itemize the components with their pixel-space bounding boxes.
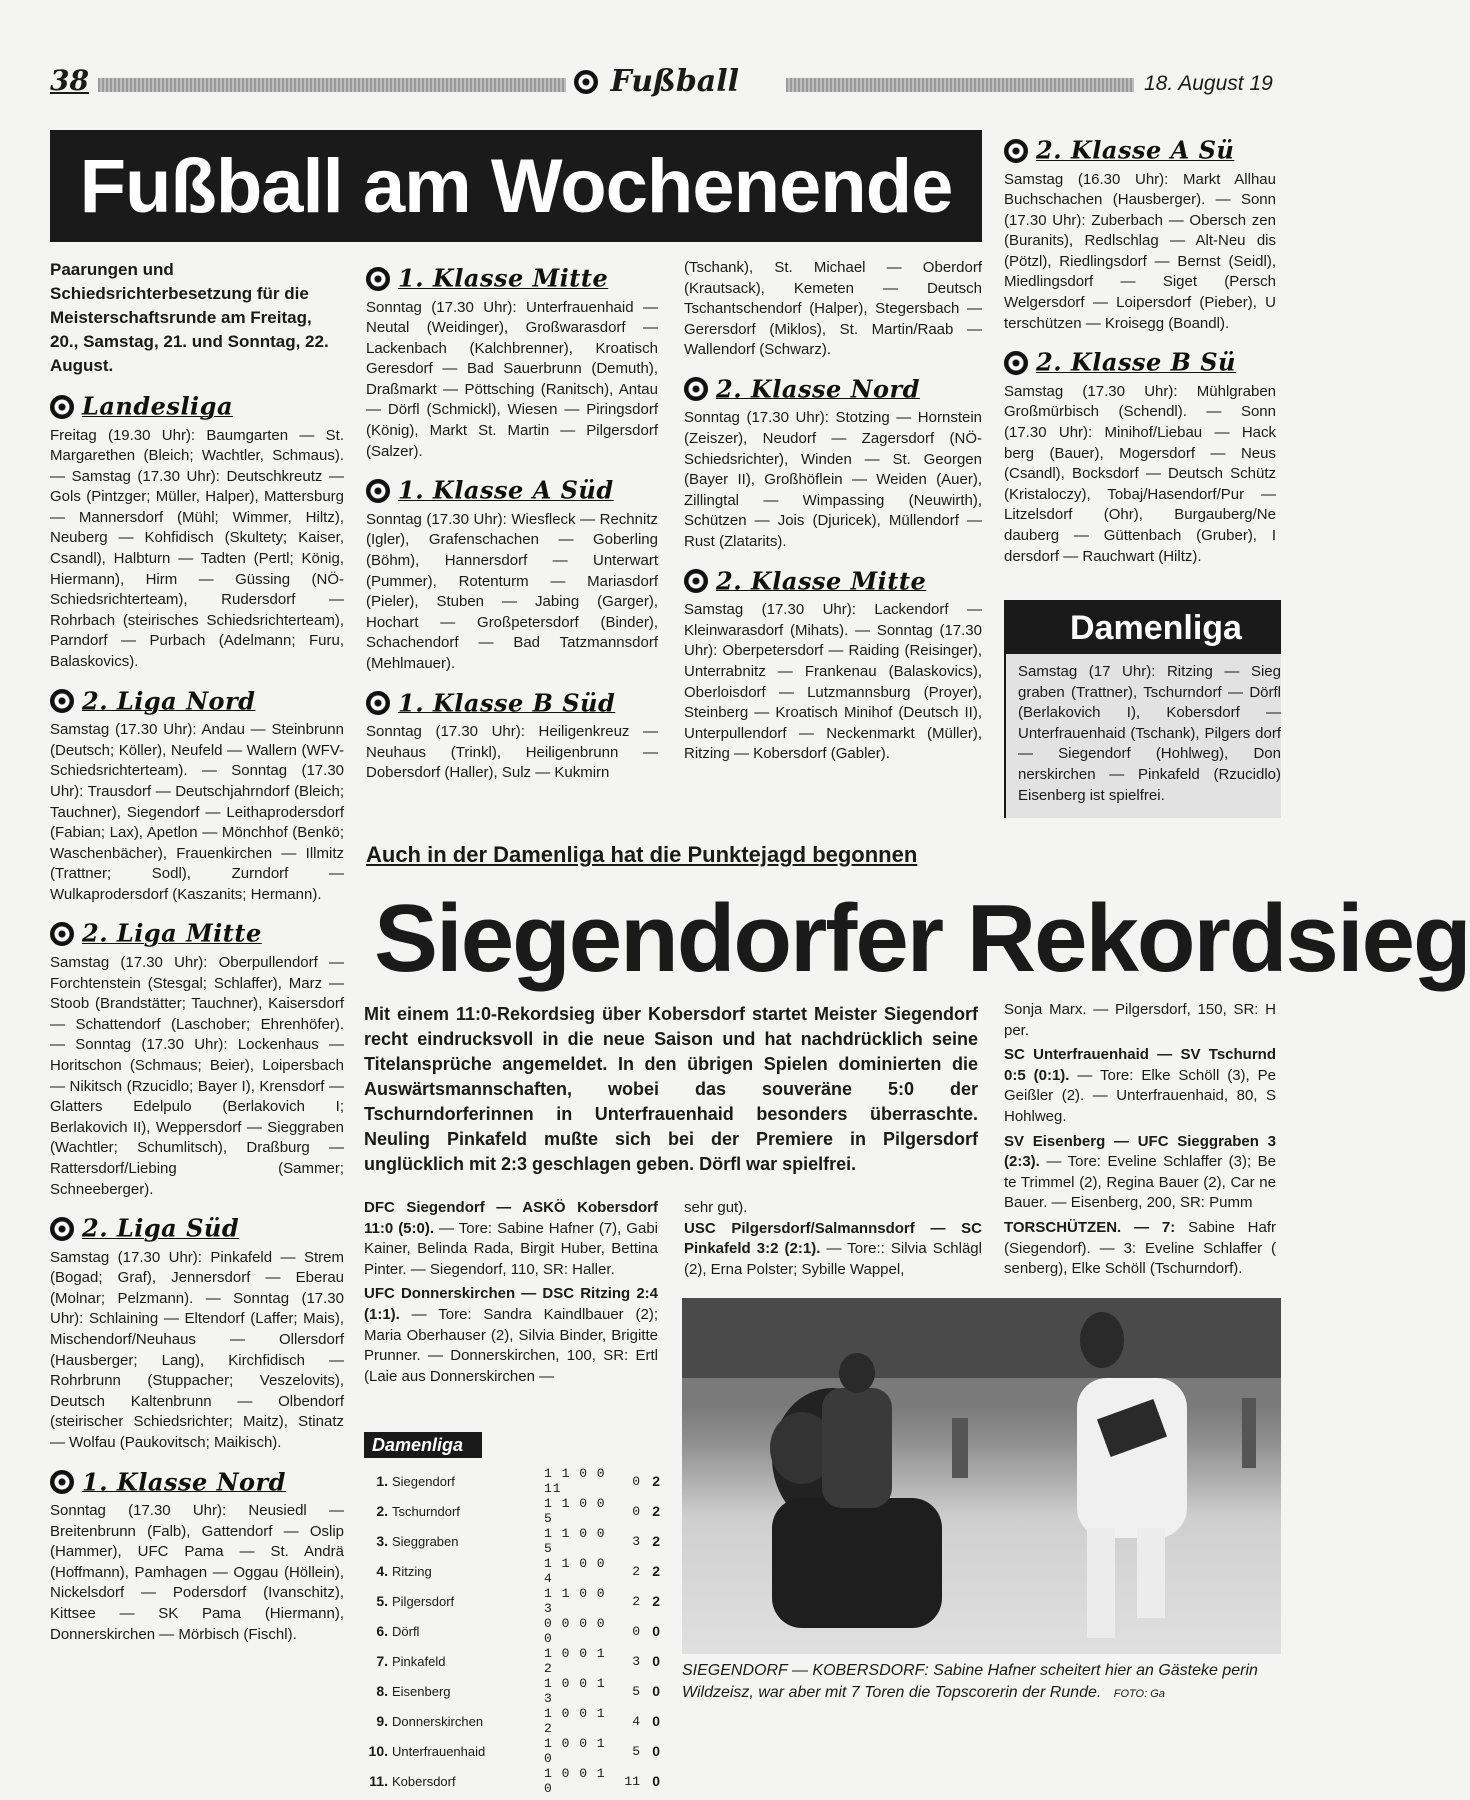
football-icon bbox=[50, 395, 74, 419]
section-2-liga-nord-text: Samstag (17.30 Uhr): Andau — Steinbrunn (Deutsch; Köller), Neufeld — Wallern (WFV-Schiedsrichterteam). — Sonntag (17.30 Uhr): Trausdorf — Deutschjahrndorf (Bleich; Tauchner), Siegendorf — Leithaprodersdorf (Fabian; Lax), Apetlon — Mönchhof (Benkö; Waschenbächer), Frauenkirchen — Illmitz (Trattner; Sodl), Zurndorf — Wulkaprodersdorf (Kaszanits; Hermann). bbox=[50, 721, 344, 903]
stats-cell: 1 0 0 1 0 bbox=[544, 1736, 606, 1766]
stats-cell: 1 0 0 1 3 bbox=[544, 1676, 606, 1706]
points-cell: 0 bbox=[652, 1713, 660, 1729]
column-1 bbox=[50, 258, 344, 1645]
column-3 bbox=[684, 258, 982, 765]
article-column-b bbox=[684, 1198, 982, 1280]
standings-table bbox=[364, 1466, 662, 1796]
table-row bbox=[364, 1556, 662, 1586]
standings-table-block bbox=[364, 1432, 664, 1796]
match-photo bbox=[682, 1298, 1281, 1654]
match-1: DFC Siegendorf — ASKÖ Kobersdorf 11:0 (5:0). — Tore: Sabine Hafner (7), Gabi Kainer, Belinda Rada, Birgit Huber, Bettina Pinter. — Siegendorf, 110, SR: Haller. bbox=[364, 1199, 658, 1278]
rank-cell: 2. bbox=[376, 1503, 388, 1519]
standings-title: Damenliga bbox=[364, 1432, 482, 1458]
damenliga-box-title: Damenliga bbox=[1006, 602, 1281, 654]
section-1-klasse-b-sued-heading: 1. Klasse B Süd bbox=[366, 687, 658, 719]
section-2-liga-nord-heading: 2. Liga Nord bbox=[50, 685, 344, 717]
football-icon bbox=[50, 1217, 74, 1241]
section-2-liga-mitte-text: Samstag (17.30 Uhr): Oberpullendorf — Forchtenstein (Stesgal; Schlaffer), Marz — Stoob (Brandstätter; Tauchner), Kaisersdorf — Schattendorf (Laschober; Ehrenhöfer). — Sonntag (17.30 Uhr): Lockenhaus — Horitschon (Schmaus; Beier), Loipersbach — Nikitsch (Rzucidlo; Bayer I), Krensdorf — Glatters Edelpulo (Berlakovich I; Berlakovich II), Weppersdorf — Sieggraben (Wachtler; Schumlitsch), Draßburg — Rattersdorf/Liebing (Sammer; Schneeberger). bbox=[50, 953, 344, 1198]
section-landesliga-heading: Landesliga bbox=[50, 390, 344, 422]
rank-cell: 1. bbox=[376, 1473, 388, 1489]
rank-cell: 8. bbox=[376, 1683, 388, 1699]
rank-cell: 7. bbox=[376, 1653, 388, 1669]
photo-caption bbox=[682, 1660, 1281, 1708]
football-icon bbox=[366, 479, 390, 503]
match-3: USC Pilgersdorf/Salmannsdorf — SC Pinkafeld 3:2 (2:1). — Tore:: Silvia Schlägl (2), Erna Polster; Sybille Wappel, bbox=[684, 1219, 982, 1278]
match-photo-illustration bbox=[682, 1298, 1281, 1654]
team-cell: Donnerskirchen bbox=[392, 1713, 484, 1729]
table-row bbox=[364, 1646, 662, 1676]
points-cell: 2 bbox=[652, 1593, 660, 1609]
stats-cell: 0 0 0 0 0 bbox=[544, 1616, 606, 1646]
rank-cell: 11. bbox=[369, 1773, 388, 1789]
points-cell: 0 bbox=[652, 1683, 660, 1699]
article-column-c bbox=[1004, 1000, 1276, 1280]
section-2-liga-sued-heading: 2. Liga Süd bbox=[50, 1212, 344, 1244]
team-cell: Kobersdorf bbox=[392, 1773, 456, 1789]
intro-text: Paarungen und Schiedsrichterbesetzung für die Meisterschaftsrunde am Freitag, 20., Samstag, 21. und Sonntag, 22. August. bbox=[50, 260, 329, 375]
goals-against-cell: 5 bbox=[632, 1743, 640, 1759]
section-1-klasse-mitte-text: Sonntag (17.30 Uhr): Unterfrauenhaid — Neutal (Weidinger), Großwarasdorf — Lackenbach (Kalchbrenner), Kroatisch Geresdorf — Bad Sauerbrunn (Demuth), Draßmarkt — Pöttsching (Ranitsch), Antau — Dörfl (Schmickl), Wiesen — Piringsdorf (König), Markt St. Martin — Pilgersdorf (Salzer). bbox=[366, 298, 658, 460]
football-icon bbox=[50, 1470, 74, 1494]
table-row bbox=[364, 1706, 662, 1736]
article-column-a bbox=[364, 1198, 658, 1387]
stats-cell: 1 0 0 1 0 bbox=[544, 1766, 606, 1796]
column-4 bbox=[1004, 134, 1276, 567]
photo-caption-text: SIEGENDORF — KOBERSDORF: Sabine Hafner scheitert hier an Gästeke perin Wildzeisz, war aber mit 7 Toren die Topscorerin der Runde. bbox=[682, 1662, 1258, 1701]
table-row bbox=[364, 1526, 662, 1556]
header-date: 18. August 19 bbox=[1144, 72, 1273, 95]
section-title: Fußball bbox=[610, 64, 740, 99]
column-2 bbox=[366, 262, 658, 784]
table-row bbox=[364, 1466, 662, 1496]
points-cell: 0 bbox=[652, 1653, 660, 1669]
points-cell: 0 bbox=[652, 1623, 660, 1639]
points-cell: 2 bbox=[652, 1533, 660, 1549]
section-2-klasse-b-sued-heading: 2. Klasse B Sü bbox=[1004, 346, 1276, 378]
team-cell: Ritzing bbox=[392, 1563, 432, 1579]
match-2-continued: sehr gut). bbox=[684, 1199, 748, 1216]
stats-cell: 1 1 0 0 5 bbox=[544, 1526, 606, 1556]
section-2-klasse-nord-text: Sonntag (17.30 Uhr): Stotzing — Hornstein (Zeiszer), Neudorf — Zagersdorf (NÖ-Schiedsrichter), Winden — St. Georgen (Bayer II), Großhöflein — Weiden (Auer), Zillingtal — Wimpassing (Neuwirth), Schützen — Jois (Djuricek), Müllendorf — Rust (Zlatarits). bbox=[684, 409, 982, 551]
section-1-klasse-b-sued-continued: (Tschank), St. Michael — Oberdorf (Krautsack), Kemeten — Deutsch Tschantschendorf (Halper), Stegersbach — Gerersdorf (Miklos), St. Martin/Raab — Wallendorf (Schwarz). bbox=[684, 259, 982, 359]
article-kicker: Auch in der Damenliga hat die Punktejagd begonnen bbox=[366, 842, 918, 867]
rank-cell: 6. bbox=[376, 1623, 388, 1639]
section-1-klasse-b-sued-text: Sonntag (17.30 Uhr): Heiligenkreuz — Neuhaus (Trinkl), Heiligenbrunn — Dobersdorf (Haller), Sulz — Kukmirn bbox=[366, 723, 658, 782]
stats-cell: 1 0 0 1 2 bbox=[544, 1646, 606, 1676]
football-icon bbox=[574, 70, 598, 94]
page-number: 38 bbox=[50, 64, 89, 97]
section-1-klasse-nord-text: Sonntag (17.30 Uhr): Neusiedl — Breitenbrunn (Falb), Gattendorf — Oslip (Hammer), UFC Pama — St. Andrä (Hoffmann), Pamhagen — Oggau (Höllein), Nickelsdorf — Podersdorf (Ivanschitz), Kittsee — SK Pama (Hiermann), Donnerskirchen — Mörbisch (Fischl). bbox=[50, 1502, 344, 1643]
team-cell: Dörfl bbox=[392, 1623, 420, 1639]
stats-cell: 1 0 0 1 2 bbox=[544, 1706, 606, 1736]
rank-cell: 5. bbox=[376, 1593, 388, 1609]
article-headline: Siegendorfer Rekordsieg bbox=[374, 885, 1470, 992]
table-row bbox=[364, 1586, 662, 1616]
table-row bbox=[364, 1496, 662, 1526]
photo-credit: FOTO: Ga bbox=[1113, 1688, 1165, 1700]
goals-against-cell: 0 bbox=[632, 1473, 640, 1489]
table-row bbox=[364, 1616, 662, 1646]
main-title: Fußball am Wochenende bbox=[79, 143, 953, 229]
article-lead: Mit einem 11:0-Rekordsieg über Kobersdorf startet Meister Siegendorf recht eindrucksvoll in die neue Saison und hat nachdrücklich seine Titelansprüche angemeldet. In den übrigen Spielen dominierten die Auswärtsmannschaften, wobei das souveräne 5:0 der Tschurndorferinnen in Unterfrauenhaid besonders überraschte. Neuling Pinkafeld mußte sich bei der Premiere in Pilgersdorf unglücklich mit 2:3 geschlagen geben. Dörfl war spielfrei. bbox=[364, 1004, 978, 1174]
match-4: SC Unterfrauenhaid — SV Tschurnd 0:5 (0:1). — Tore: Elke Schöll (3), Pe Geißler (2). — Unterfrauenhaid, 80, S Hohlweg. bbox=[1004, 1046, 1276, 1125]
football-icon bbox=[1004, 351, 1028, 375]
header-section bbox=[574, 64, 739, 99]
section-landesliga-text: Freitag (19.30 Uhr): Baumgarten — St. Margarethen (Bleich; Wachtler, Schmaus). — Samstag (17.30 Uhr): Deutschkreutz — Gols (Pintzger; Müller, Halper), Mattersburg — Mannersdorf (Mühl; Wimmer, Hiltz), Neuberg — Kohfidisch (Skultety; Kaiser, Csandl), Halbturn — Tadten (Pertl; König, Hiermann), Hirm — Güssing (NÖ-Schiedsrichterteam), Rudersdorf — Rohrbach (steirisches Schiedsrichterteam), Parndorf — Purbach (Adelmann; Furu, Balaskovics). bbox=[50, 426, 344, 671]
goals-against-cell: 3 bbox=[632, 1653, 640, 1669]
main-title-banner bbox=[50, 130, 982, 242]
goals-against-cell: 5 bbox=[632, 1683, 640, 1699]
section-2-liga-sued-text: Samstag (17.30 Uhr): Pinkafeld — Strem (Bogad; Graf), Jennersdorf — Eberau (Molnar; Pelzmann). — Sonntag (17.30 Uhr): Schlaining — Eltendorf (Laffer; Mais), Mischendorf/Neuhaus — Ollersdorf (Hausberger; Lang), Kirchfidisch — Rohrbrunn (Stuppacher; Veszelovits), Deutsch Kaltenbrunn — Olbendorf (steirischer Schiedsrichter; Maitz), Stinatz — Wolfau (Paukovitsch; Maikisch). bbox=[50, 1248, 344, 1451]
section-2-klasse-nord-heading: 2. Klasse Nord bbox=[684, 373, 982, 405]
stats-cell: 1 1 0 0 3 bbox=[544, 1586, 606, 1616]
table-row bbox=[364, 1676, 662, 1706]
points-cell: 0 bbox=[652, 1743, 660, 1759]
football-icon bbox=[366, 691, 390, 715]
goals-against-cell: 0 bbox=[632, 1503, 640, 1519]
team-cell: Pilgersdorf bbox=[392, 1593, 455, 1609]
team-cell: Sieggraben bbox=[392, 1533, 459, 1549]
damenliga-box-text: Samstag (17 Uhr): Ritzing — Sieg graben (Trattner), Tschurndorf — Dörfl (Berlakovich I), Kobersdorf — Unterfrauenhaid (Tschank), Pilgers dorf — Siegendorf (Hohlweg), Don nerskirchen — Pinkafeld (Rzucidlo) Eisenberg ist spielfrei. bbox=[1006, 654, 1281, 818]
section-2-klasse-mitte-heading: 2. Klasse Mitte bbox=[684, 565, 982, 597]
team-cell: Unterfrauenhaid bbox=[392, 1743, 486, 1759]
team-cell: Pinkafeld bbox=[392, 1653, 446, 1669]
points-cell: 2 bbox=[652, 1503, 660, 1519]
section-1-klasse-a-sued-heading: 1. Klasse A Süd bbox=[366, 474, 658, 506]
points-cell: 2 bbox=[652, 1563, 660, 1579]
goals-against-cell: 0 bbox=[632, 1623, 640, 1639]
points-cell: 2 bbox=[652, 1473, 660, 1489]
football-icon bbox=[684, 377, 708, 401]
section-1-klasse-mitte-heading: 1. Klasse Mitte bbox=[366, 262, 658, 294]
section-2-klasse-a-sued-heading: 2. Klasse A Sü bbox=[1004, 134, 1276, 166]
section-1-klasse-nord-heading: 1. Klasse Nord bbox=[50, 1466, 344, 1498]
football-icon bbox=[684, 569, 708, 593]
section-2-liga-mitte-heading: 2. Liga Mitte bbox=[50, 917, 344, 949]
table-row bbox=[364, 1736, 662, 1766]
goals-against-cell: 3 bbox=[632, 1533, 640, 1549]
header-rule-left bbox=[98, 78, 566, 92]
rank-cell: 3. bbox=[376, 1533, 388, 1549]
section-2-klasse-mitte-text: Samstag (17.30 Uhr): Lackendorf — Kleinwarasdorf (Mihats). — Sonntag (17.30 Uhr): Oberpetersdorf — Raiding (Reisinger), Unterrabnitz — Frankenau (Balaskovics), Oberloisdorf — Lutzmannsburg (Proyer), Steinberg — Kroatisch Minihof (Deutsch II), Unterpullendorf — Neckenmarkt (Müller), Ritzing — Kobersdorf (Gabler). bbox=[684, 601, 982, 763]
football-icon bbox=[366, 267, 390, 291]
header-rule-right bbox=[786, 78, 1134, 92]
match-2: UFC Donnerskirchen — DSC Ritzing 2:4 (1:1). — Tore: Sandra Kaindlbauer (2); Maria Oberhauser (2), Silvia Binder, Brigitte Prunner. — Donnerskirchen, 100, SR: Ertl (Laie aus Donnerskirchen — bbox=[364, 1285, 658, 1385]
goals-against-cell: 2 bbox=[632, 1593, 640, 1609]
goals-against-cell: 4 bbox=[632, 1713, 640, 1729]
stats-cell: 1 1 0 0 4 bbox=[544, 1556, 606, 1586]
football-icon bbox=[1004, 139, 1028, 163]
football-icon bbox=[50, 689, 74, 713]
section-2-klasse-a-sued-text: Samstag (16.30 Uhr): Markt Allhau Buchschachen (Hausberger). — Sonn (17.30 Uhr): Zuberbach — Obersch zen (Buranits), Redlschlag — Alt-Neu dis (Pötzl), Riedlingsdorf — Bernst (Seidl), Miedlingsdorf — Siget (Persch Welgersdorf — Loipersdorf (Pieber), U terschützen — Kroisegg (Boandl). bbox=[1004, 170, 1276, 332]
stats-cell: 1 1 0 0 11 bbox=[544, 1466, 606, 1496]
section-1-klasse-a-sued-text: Sonntag (17.30 Uhr): Wiesfleck — Rechnitz (Igler), Grafenschachen — Goberling (Böhm), Hannersdorf — Unterwart (Pummer), Rotenturm — Mariasdorf (Pieler), Stuben — Jabing (Garger), Hochart — Großpetersdorf (Binder), Schachendorf — Bad Tatzmannsdorf (Mehlmauer). bbox=[366, 510, 658, 672]
rank-cell: 4. bbox=[376, 1563, 388, 1579]
damenliga-box bbox=[1004, 600, 1281, 818]
match-5: SV Eisenberg — UFC Sieggraben 3 (2:3). — Tore: Eveline Schlaffer (3); Be te Trimmel (2), Regina Bauer (2), Car ne Bauer. — Eisenberg, 200, SR: Pumm bbox=[1004, 1132, 1276, 1212]
football-icon bbox=[50, 922, 74, 946]
points-cell: 0 bbox=[652, 1773, 660, 1789]
team-cell: Siegendorf bbox=[392, 1473, 455, 1489]
top-scorers: TORSCHÜTZEN. — 7: Sabine Hafr (Siegendorf). — 3: Eveline Schlaffer ( senberg), Elke Schöll (Tschurndorf). bbox=[1004, 1218, 1276, 1278]
rank-cell: 9. bbox=[376, 1713, 388, 1729]
table-row bbox=[364, 1766, 662, 1796]
goals-against-cell: 2 bbox=[632, 1563, 640, 1579]
rank-cell: 10. bbox=[368, 1743, 388, 1759]
section-2-klasse-b-sued-text: Samstag (17.30 Uhr): Mühlgraben Großmürbisch (Schendl). — Sonn (17.30 Uhr): Minihof/Liebau — Hack berg (Bauer), Mogersdorf — Neus (Csandl), Bocksdorf — Deutsch Schütz (Kristaloczy), Tobaj/Hasendorf/Pur — Litzelsdorf (Ohr), Burgauberg/Ne dauberg — Güttenbach (Gruber), I dersdorf — Rauchwart (Hiltz). bbox=[1004, 382, 1276, 565]
goals-against-cell: 11 bbox=[624, 1773, 640, 1789]
team-cell: Eisenberg bbox=[392, 1683, 451, 1699]
stats-cell: 1 1 0 0 5 bbox=[544, 1496, 606, 1526]
match-3-continued: Sonja Marx. — Pilgersdorf, 150, SR: H per. bbox=[1004, 1001, 1276, 1039]
team-cell: Tschurndorf bbox=[392, 1503, 460, 1519]
